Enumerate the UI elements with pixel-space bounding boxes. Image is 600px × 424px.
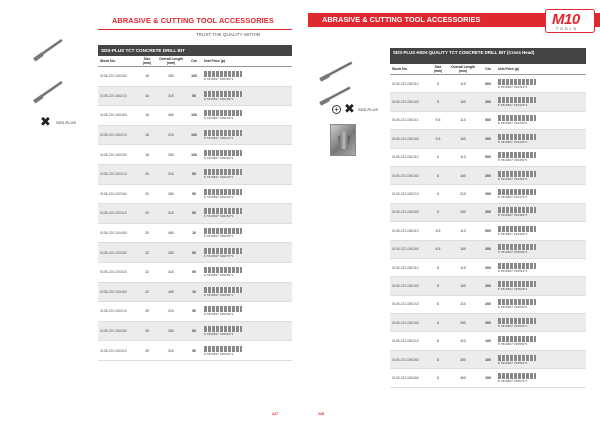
length-cell: 210: [168, 133, 174, 138]
stock-number: 0108-222-050160: [392, 100, 419, 105]
size-cell: 5: [437, 100, 439, 105]
stock-number: 0108-220-200210: [100, 172, 127, 177]
barcode-number: 8 7810847 336300*1: [204, 312, 234, 317]
barcode-number: 8 7810847 333510*1: [498, 268, 528, 273]
barcode-number: 8 7810847 336200*1: [204, 116, 234, 121]
barcode: [496, 207, 586, 217]
ctn-cell: 200: [485, 265, 491, 270]
size-cell: 16: [145, 74, 149, 79]
sds-plus-label: SDS-PLUS: [56, 120, 77, 125]
length-cell: 260: [168, 152, 174, 157]
barcode-number: 8 7810847 336290*1: [204, 292, 234, 297]
size-cell: 6: [437, 192, 439, 197]
ctn-cell: 500: [485, 118, 491, 123]
ctn-cell: 200: [485, 173, 491, 178]
ctn-cell: 50: [192, 191, 196, 196]
table-title: SDS-PLUS TCT CONCRETE DRILL BIT: [98, 45, 292, 56]
col-size: Size (mm): [433, 65, 443, 73]
ctn-cell: 50: [192, 309, 196, 314]
table-row: [98, 185, 292, 205]
ctn-cell: 200: [485, 283, 491, 288]
barcode-number: 8 7810847 333420*1: [498, 103, 528, 108]
col-ctn: Ctn: [191, 59, 197, 63]
length-cell: 350: [460, 357, 466, 362]
ctn-cell: 200: [485, 192, 491, 197]
sds-plus-label: SDS-PLUS: [358, 107, 379, 112]
page-number: 227: [272, 412, 278, 416]
stock-number: 0108-222-080160: [392, 283, 419, 288]
table-row: [390, 185, 586, 203]
table-row: [390, 167, 586, 185]
barcode: [496, 115, 586, 125]
barcode-number: 8 7810847 336220*1: [204, 155, 234, 160]
stock-number: 0108-222-065110: [392, 228, 419, 233]
stock-number: 0108-222-080310: [392, 339, 419, 344]
length-cell: 260: [460, 320, 466, 325]
ctn-cell: 50: [192, 93, 196, 98]
barcode-number: 8 7810847 336280*1: [204, 273, 234, 278]
ctn-cell: 100: [191, 74, 197, 79]
table-row: [390, 296, 586, 314]
size-cell: 5: [437, 81, 439, 86]
size-cell: 20: [145, 191, 149, 196]
size-cell: 18: [145, 133, 149, 138]
barcode-number: 8 7810847 333480*1: [498, 213, 528, 218]
barcode: [202, 208, 292, 218]
ctn-cell: 100: [485, 375, 491, 380]
length-cell: 460: [460, 375, 466, 380]
size-cell: 6: [437, 155, 439, 160]
length-cell: 310: [460, 339, 466, 344]
stock-number: 0108-220-250260: [100, 329, 127, 334]
ctn-cell: 200: [485, 320, 491, 325]
size-cell: 22: [145, 250, 149, 255]
length-cell: 310: [168, 93, 174, 98]
col-length: Overall Length (mm): [159, 57, 183, 65]
barcode: [496, 226, 586, 236]
table-row: [98, 243, 292, 263]
barcode-number: 8 7810847 333440*1: [498, 139, 528, 144]
barcode: [202, 326, 292, 336]
size-cell: 8: [437, 320, 439, 325]
length-cell: 110: [460, 265, 466, 270]
length-cell: 260: [460, 210, 466, 215]
barcode-number: 8 7810847 333530*1: [498, 305, 528, 310]
stock-number: 0108-222-060110: [392, 155, 419, 160]
ctn-cell: 100: [485, 339, 491, 344]
sds-plus-icon: ✖: [40, 114, 51, 129]
table-row: [98, 106, 292, 126]
ctn-cell: 10: [192, 289, 196, 294]
stock-number: 0108-222-060210: [392, 192, 419, 197]
drill-bit-image: [33, 39, 63, 61]
barcode-number: 8 7810847 336230*1: [204, 175, 234, 180]
table-title: SDS-PLUS HIGH QUALITY TCT CONCRETE DRILL BIT (Cross Head): [390, 48, 586, 64]
stock-number: 0108-220-200260: [100, 191, 127, 196]
ctn-cell: 50: [192, 270, 196, 275]
length-cell: 210: [460, 192, 466, 197]
sds-plus-icon: ✖: [344, 101, 355, 116]
logo-subtext: TOOLS: [556, 27, 578, 31]
table-row: [390, 222, 586, 240]
stock-number: 0108-222-055160: [392, 136, 419, 141]
table-row: [390, 259, 586, 277]
length-cell: 160: [460, 283, 466, 288]
table-row: [98, 145, 292, 165]
barcode-number: 8 7810847 333520*1: [498, 286, 528, 291]
size-cell: 8: [437, 357, 439, 362]
barcode: [496, 189, 586, 199]
stock-number: 0108-222-060260: [392, 210, 419, 215]
barcode: [496, 97, 586, 107]
barcode: [202, 248, 292, 258]
size-cell: 22: [145, 270, 149, 275]
length-cell: 310: [168, 270, 174, 275]
col-length: Overall Length (mm): [451, 65, 475, 73]
barcode: [496, 373, 586, 383]
stock-number: 0108-220-180210: [100, 133, 127, 138]
size-cell: 25: [145, 348, 149, 353]
size-cell: 8: [437, 302, 439, 307]
left-page-subheader: TRUST THE QUALITY WITHIN: [196, 32, 261, 37]
table-row: [98, 165, 292, 185]
stock-number: 0108-220-200310: [100, 211, 127, 216]
stock-number: 0108-220-250210: [100, 309, 127, 314]
right-product-table: [390, 48, 586, 388]
ctn-cell: 100: [191, 133, 197, 138]
size-cell: 6: [437, 173, 439, 178]
length-cell: 160: [460, 247, 466, 252]
barcode: [202, 169, 292, 179]
col-unit-price: Unit Price (p): [204, 59, 226, 63]
table-row: [390, 369, 586, 387]
table-row: [390, 241, 586, 259]
ctn-cell: 200: [485, 302, 491, 307]
barcode-number: 8 7810847 336180*1: [204, 77, 234, 82]
stock-number: 0108-220-200460: [100, 231, 127, 236]
left-product-table: [98, 45, 292, 361]
table-row: [390, 204, 586, 222]
table-row: [390, 332, 586, 350]
table-row: [390, 112, 586, 130]
barcode: [202, 346, 292, 356]
size-cell: 25: [145, 309, 149, 314]
barcode-number: 8 7810847 333570*1: [498, 378, 528, 383]
barcode-number: 8 7810847 336190*1: [204, 96, 234, 101]
barcode: [202, 71, 292, 81]
ctn-cell: 100: [191, 152, 197, 157]
size-cell: 8: [437, 339, 439, 344]
right-page: [300, 0, 600, 424]
table-row: [98, 263, 292, 283]
size-cell: 8: [437, 375, 439, 380]
stock-number: 0108-220-180210: [100, 93, 127, 98]
size-cell: 6: [437, 210, 439, 215]
ctn-cell: 200: [485, 100, 491, 105]
stock-number: 0108-222-055110: [392, 118, 419, 123]
size-cell: 6.5: [435, 247, 441, 252]
size-cell: 8: [437, 283, 439, 288]
barcode-number: 8 7810847 333550*1: [498, 342, 528, 347]
ctn-cell: 50: [192, 172, 196, 177]
barcode-number: 8 7810847 333460*1: [498, 176, 528, 181]
ctn-cell: 50: [192, 329, 196, 334]
length-cell: 260: [168, 74, 174, 79]
table-row: [98, 341, 292, 361]
barcode: [496, 263, 586, 273]
stock-number: 0108-222-060160: [392, 173, 419, 178]
ctn-cell: 500: [485, 228, 491, 233]
barcode-number: 8 7810847 333470*1: [498, 195, 528, 200]
stock-number: 0108-220-160460: [100, 113, 127, 118]
barcode: [202, 91, 292, 101]
barcode: [202, 306, 292, 316]
barcode-number: 8 7810847 333410*1: [498, 84, 528, 89]
size-cell: 5.5: [435, 136, 441, 141]
barcode: [202, 287, 292, 297]
barcode: [202, 228, 292, 238]
logo-text: M10: [552, 11, 580, 28]
barcode-number: 8 7810847 336240*1: [204, 194, 234, 199]
right-page-header: ABRASIVE & CUTTING TOOL ACCESSORIES: [322, 15, 481, 24]
barcode: [496, 336, 586, 346]
stock-number: 0108-220-220260: [100, 250, 127, 255]
col-size: Size (mm): [142, 57, 152, 65]
stock-number: 0108-220-180260: [100, 152, 127, 157]
table-row: [98, 204, 292, 224]
length-cell: 460: [168, 113, 174, 118]
barcode-number: 8 7810847 333500*1: [498, 250, 528, 255]
barcode-number: 8 7810847 336250*1: [204, 214, 234, 219]
barcode-number: 8 7810847 333430*1: [498, 121, 528, 126]
drill-bit-image: [33, 81, 63, 103]
stock-number: 0108-222-080460: [392, 375, 419, 380]
barcode: [202, 150, 292, 160]
col-unit-price: Unit Price (p): [498, 67, 520, 71]
header-rule: [98, 29, 292, 30]
table-row: [390, 75, 586, 93]
col-ctn: Ctn: [485, 67, 491, 71]
page-number: 228: [318, 412, 324, 416]
table-row: [390, 351, 586, 369]
length-cell: 310: [168, 211, 174, 216]
barcode-number: 8 7810847 333540*1: [498, 323, 528, 328]
col-stock-no: Stock No.: [392, 67, 408, 71]
length-cell: 260: [168, 191, 174, 196]
size-cell: 20: [145, 172, 149, 177]
barcode-number: 8 7810847 336310*1: [204, 332, 234, 337]
barcode: [496, 79, 586, 89]
barcode-number: 8 7810847 336210*1: [204, 136, 234, 141]
ctn-cell: 200: [485, 210, 491, 215]
barcode: [496, 299, 586, 309]
stock-number: 0108-222-065160: [392, 247, 419, 252]
stock-number: 0108-220-220460: [100, 289, 127, 294]
drill-bit-image: [319, 61, 352, 81]
length-cell: 110: [460, 228, 466, 233]
length-cell: 210: [460, 302, 466, 307]
ctn-cell: 200: [485, 136, 491, 141]
barcode-number: 8 7810847 336320*1: [204, 351, 234, 356]
barcode: [496, 281, 586, 291]
size-cell: 16: [145, 93, 149, 98]
size-cell: 20: [145, 231, 149, 236]
stock-number: 0108-222-080260: [392, 320, 419, 325]
table-row: [390, 314, 586, 332]
barcode: [496, 171, 586, 181]
size-cell: 5.5: [435, 118, 441, 123]
ctn-cell: 100: [191, 113, 197, 118]
size-cell: 20: [145, 211, 149, 216]
cross-head-icon: +: [332, 105, 341, 114]
table-row: [390, 93, 586, 111]
ctn-cell: 200: [485, 247, 491, 252]
barcode: [496, 134, 586, 144]
ctn-cell: 100: [485, 357, 491, 362]
stock-number: 0108-222-080210: [392, 302, 419, 307]
barcode: [202, 267, 292, 277]
length-cell: 260: [168, 250, 174, 255]
barcode: [202, 189, 292, 199]
length-cell: 310: [168, 348, 174, 353]
table-row: [390, 149, 586, 167]
size-cell: 22: [145, 289, 149, 294]
table-body: [98, 67, 292, 361]
size-cell: 25: [145, 329, 149, 334]
length-cell: 460: [168, 231, 174, 236]
length-cell: 160: [460, 100, 466, 105]
length-cell: 110: [460, 81, 466, 86]
table-row: [98, 322, 292, 342]
barcode-number: 8 7810847 333450*1: [498, 158, 528, 163]
stock-number: 0108-220-250310: [100, 348, 127, 353]
table-header: [98, 56, 292, 67]
length-cell: 460: [168, 289, 174, 294]
ctn-cell: 500: [485, 155, 491, 160]
barcode: [202, 130, 292, 140]
table-header: [390, 64, 586, 75]
length-cell: 110: [460, 118, 466, 123]
barcode: [202, 110, 292, 120]
barcode-number: 8 7810847 336260*1: [204, 234, 234, 239]
length-cell: 110: [460, 155, 466, 160]
stock-number: 0108-222-050110: [392, 81, 419, 86]
barcode-number: 8 7810847 336270*1: [204, 253, 234, 258]
table-row: [390, 277, 586, 295]
stock-number: 0108-222-080110: [392, 265, 419, 270]
ctn-cell: 10: [192, 231, 196, 236]
table-row: [98, 224, 292, 244]
size-cell: 16: [145, 113, 149, 118]
table-row: [98, 87, 292, 107]
table-body: [390, 75, 586, 388]
table-row: [98, 126, 292, 146]
barcode-number: 8 7810847 333490*1: [498, 231, 528, 236]
ctn-cell: 50: [192, 211, 196, 216]
length-cell: 160: [460, 136, 466, 141]
ctn-cell: 50: [192, 348, 196, 353]
drill-tip-photo: [330, 124, 356, 156]
m10-logo: [545, 9, 595, 33]
barcode: [496, 244, 586, 254]
ctn-cell: 50: [192, 250, 196, 255]
left-page-header: ABRASIVE & CUTTING TOOL ACCESSORIES: [112, 16, 274, 25]
stock-number: 0108-220-220310: [100, 270, 127, 275]
stock-number: 0108-222-080350: [392, 357, 419, 362]
length-cell: 260: [168, 329, 174, 334]
table-row: [390, 130, 586, 148]
barcode-number: 8 7810847 333560*1: [498, 360, 528, 365]
barcode: [496, 318, 586, 328]
table-row: [98, 302, 292, 322]
size-cell: 18: [145, 152, 149, 157]
table-row: [98, 67, 292, 87]
barcode: [496, 152, 586, 162]
length-cell: 160: [460, 173, 466, 178]
ctn-cell: 500: [485, 81, 491, 86]
stock-number: 0108-220-160260: [100, 74, 127, 79]
size-cell: 8: [437, 265, 439, 270]
length-cell: 210: [168, 309, 174, 314]
length-cell: 210: [168, 172, 174, 177]
size-cell: 6.5: [435, 228, 441, 233]
barcode: [496, 355, 586, 365]
col-stock-no: Stock No.: [100, 59, 116, 63]
table-row: [98, 283, 292, 303]
